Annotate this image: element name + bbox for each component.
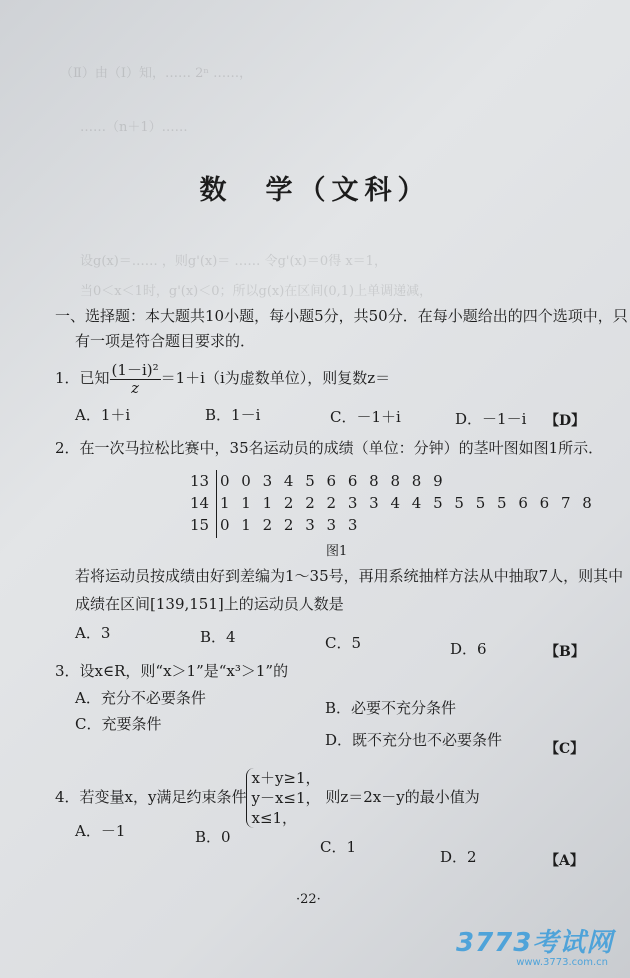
q4-constraint: x≤1， <box>251 809 298 827</box>
q3-option-a: A．充分不必要条件 <box>75 689 206 707</box>
stem-value: 15 <box>190 516 210 534</box>
q4-answer: 【A】 <box>545 853 584 869</box>
section-header-cont: 有一项是符合题目要求的． <box>75 332 256 350</box>
page-number: ·22· <box>296 892 321 907</box>
q4-lead: 4．若变量x，y满足约束条件 <box>55 788 247 806</box>
q2-text-line1: 若将运动员按成绩由好到差编为1～35号，再用系统抽样方法从中抽取7人，则其中 <box>75 567 624 585</box>
section-header: 一、选择题：本大题共10小题，每小题5分，共50分．在每小题给出的四个选项中，只 <box>55 307 628 325</box>
watermark-brand: 3773考试网 <box>456 928 614 958</box>
q3-option-d: D．既不充分也不必要条件 <box>325 731 503 749</box>
figure-caption: 图1 <box>326 544 348 559</box>
leaf-values: 0 0 3 4 5 6 6 8 8 8 9 <box>220 472 447 490</box>
q2-stem: 2．在一次马拉松比赛中，35名运动员的成绩（单位：分钟）的茎叶图如图1所示． <box>55 439 604 457</box>
site-watermark-logo <box>456 922 616 968</box>
leaf-values: 0 1 2 2 3 3 3 <box>220 516 361 534</box>
q4-stem <box>55 768 480 828</box>
stem-leaf-plot <box>190 470 595 536</box>
bleed-through-text: ……（n＋1）…… <box>80 120 188 135</box>
q2-option-d: D．6 <box>450 640 487 658</box>
q4-rest: 则z＝2x－y的最小值为 <box>325 788 480 806</box>
q1-option-d: D．－1－i <box>455 410 527 428</box>
stem-leaf-row <box>190 492 595 514</box>
q4-constraint: y－x≤1， <box>251 789 321 807</box>
q2-option-a: A．3 <box>75 624 111 642</box>
q4-option-a: A．－1 <box>75 822 126 840</box>
q1-fraction <box>110 362 161 396</box>
q1-option-a: A．1＋i <box>75 406 131 424</box>
leaf-values: 1 1 1 2 2 2 3 3 4 4 5 5 5 5 6 6 7 8 <box>220 494 596 512</box>
q3-option-c: C．充要条件 <box>75 715 162 733</box>
q1-lead: 1．已知 <box>55 369 110 387</box>
stem-leaf-row <box>190 514 595 536</box>
q2-option-c: C．5 <box>325 634 362 652</box>
q1-frac-num: (1－i)² <box>111 361 159 379</box>
stem-value: 14 <box>190 494 210 512</box>
q1-rest: ＝1＋i（i为虚数单位），则复数z＝ <box>160 369 391 387</box>
q3-stem: 3．设x∈R，则“x＞1”是“x³＞1”的 <box>55 662 289 680</box>
bleed-through-text: 设g(x)＝…… ，则g'(x)＝ …… 令g'(x)＝0得 x＝1， <box>80 254 387 269</box>
q1-stem <box>55 362 390 396</box>
q3-answer: 【C】 <box>545 741 585 757</box>
q4-option-b: B．0 <box>195 828 231 846</box>
q2-text-line2: 成绩在区间[139,151]上的运动员人数是 <box>75 595 344 613</box>
stem-leaf-divider <box>216 470 217 538</box>
bleed-through-text: 当0＜x＜1时，g'(x)＜0；所以g(x)在区间(0,1)上单调递减， <box>80 284 433 299</box>
q1-frac-den: z <box>131 378 140 397</box>
q1-option-c: C．－1＋i <box>330 408 401 426</box>
q1-answer: 【D】 <box>545 413 586 429</box>
q4-constraint: x＋y≥1， <box>251 769 321 787</box>
q1-option-b: B．1－i <box>205 406 261 424</box>
page-title: 数 学（文科） <box>199 175 431 206</box>
bleed-through-text: （Ⅱ）由（Ⅰ）知，…… 2ⁿ ……， <box>60 66 253 81</box>
stem-value: 13 <box>190 472 210 490</box>
q3-option-b: B．必要不充分条件 <box>325 699 457 717</box>
q4-option-d: D．2 <box>440 848 477 866</box>
q2-answer: 【B】 <box>545 644 585 660</box>
stem-leaf-row <box>190 470 595 492</box>
q4-option-c: C．1 <box>320 838 357 856</box>
q2-option-b: B．4 <box>200 628 236 646</box>
watermark-url: www.3773.com.cn <box>516 957 608 968</box>
q4-constraint-system <box>246 768 320 828</box>
